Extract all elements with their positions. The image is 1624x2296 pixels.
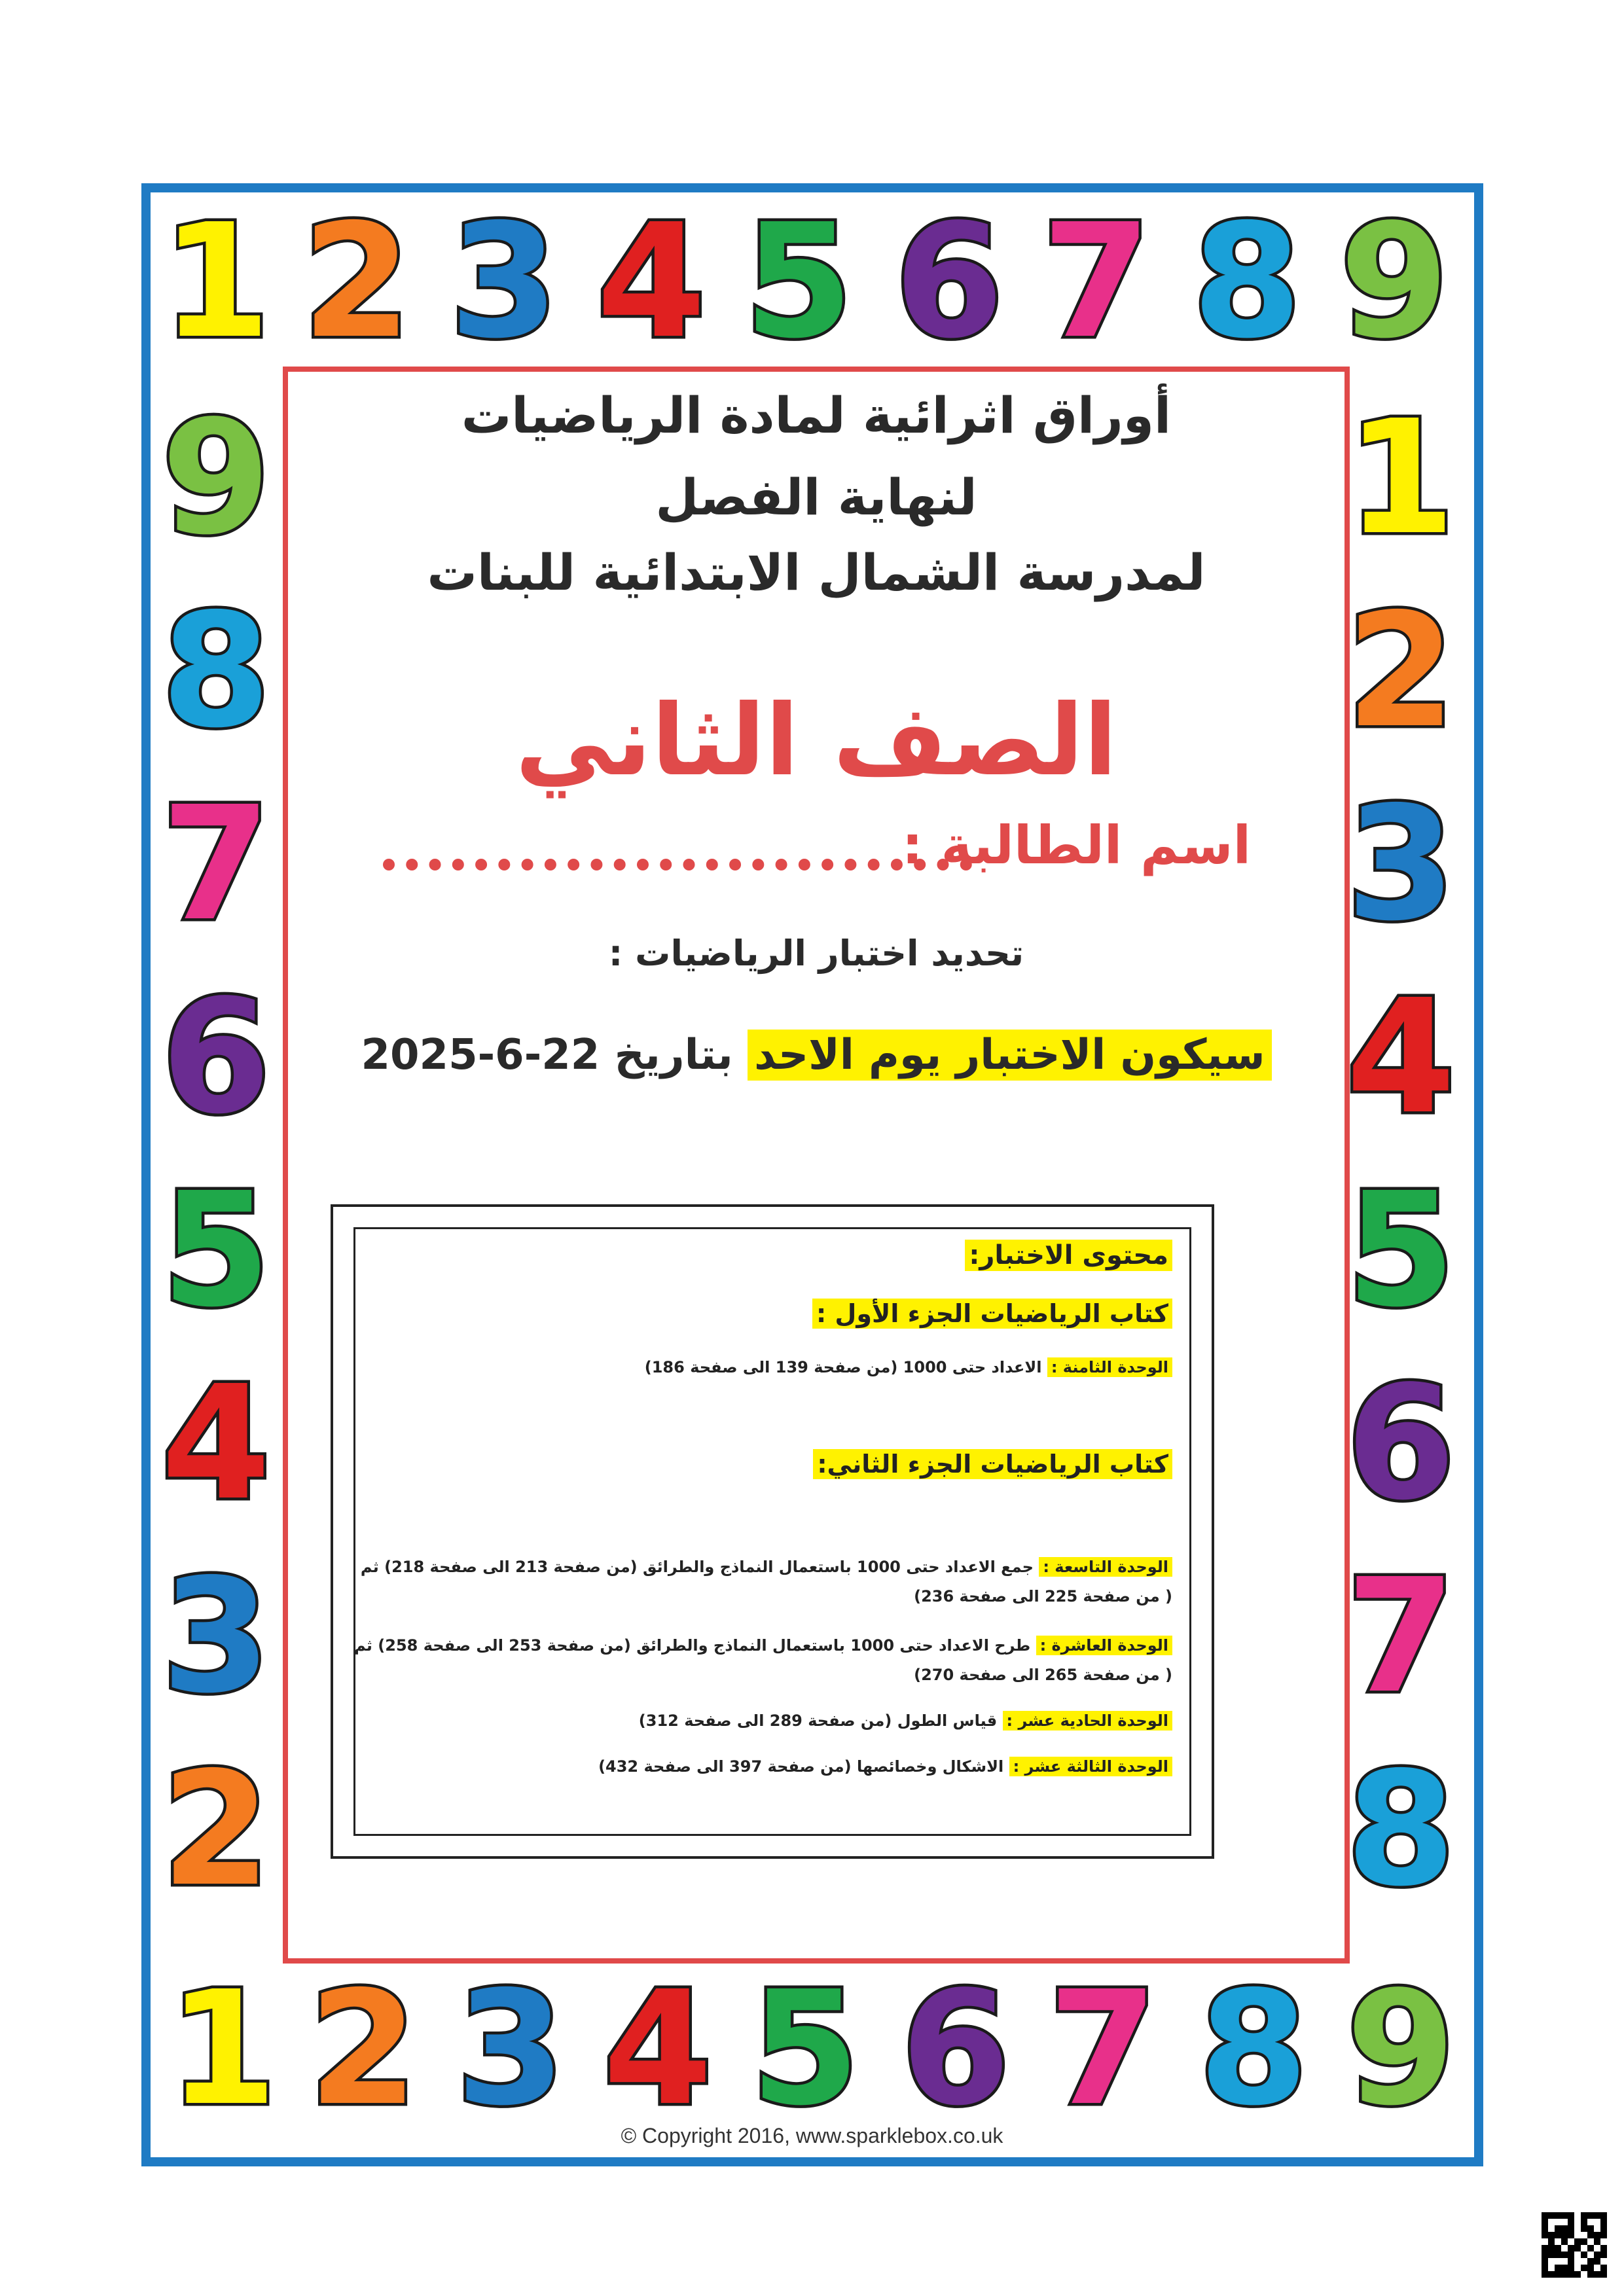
book2-row — [639, 1712, 1172, 1730]
border-digit: 4 — [161, 1352, 271, 1535]
border-digit: 6 — [894, 190, 1004, 373]
student-name-label: اسم الطالبة : — [901, 815, 1251, 876]
book2-title-text: كتاب الرياضيات الجزء الثاني: — [813, 1449, 1172, 1479]
exam-date-line — [283, 1031, 1350, 1079]
unit-label: الوحدة العاشرة : — [1036, 1636, 1172, 1655]
book1-title — [812, 1299, 1172, 1328]
unit-text: قياس الطول (من صفحة 289 الى صفحة 312) — [638, 1712, 998, 1730]
border-digit: 6 — [161, 965, 271, 1149]
content-title — [965, 1240, 1172, 1270]
border-digit: 5 — [161, 1158, 271, 1342]
unit-text: الاعداد حتى 1000 (من صفحة 139 الى صفحة 186) — [644, 1358, 1042, 1376]
exam-date: بتاريخ 22-6-2025 — [361, 1031, 733, 1079]
student-name-field[interactable] — [383, 805, 972, 870]
book1-row — [645, 1358, 1172, 1376]
book2-title — [813, 1450, 1172, 1479]
book2-row — [598, 1757, 1172, 1776]
unit-text: جمع الاعداد حتى 1000 باستعمال النماذج والطرائق (من صفحة 213 الى صفحة 218) ثم — [360, 1558, 1034, 1576]
unit-text: الاشكال وخصائصها (من صفحة 397 الى صفحة 432) — [598, 1757, 1004, 1776]
border-digit: 9 — [1339, 190, 1449, 373]
unit-label: الوحدة الحادية عشر : — [1003, 1711, 1172, 1731]
border-digit: 8 — [1346, 1738, 1456, 1921]
border-digit: 7 — [1041, 190, 1151, 373]
border-digit: 5 — [744, 190, 854, 373]
grade-title: الصف الثاني — [515, 684, 1117, 798]
border-digit: 8 — [1192, 190, 1302, 373]
border-digit: 7 — [1346, 1545, 1456, 1728]
border-digit: 7 — [161, 772, 271, 956]
border-digit: 8 — [1199, 1957, 1308, 2140]
unit-label: الوحدة الثالثة عشر : — [1009, 1757, 1172, 1776]
border-digit: 4 — [603, 1957, 713, 2140]
border-digit: 4 — [596, 190, 706, 373]
border-digit: 1 — [1346, 386, 1456, 569]
border-digit: 1 — [161, 190, 271, 373]
border-digit: 3 — [449, 190, 559, 373]
border-digit: 7 — [1048, 1957, 1158, 2140]
exam-day-highlight: سيكون الاختبار يوم الاحد — [748, 1030, 1271, 1081]
border-digit: 1 — [168, 1957, 278, 2140]
border-digit: 6 — [1346, 1352, 1456, 1535]
book2-row — [354, 1636, 1172, 1655]
border-digit: 3 — [161, 1545, 271, 1728]
border-digit: 2 — [1346, 579, 1456, 762]
unit-text: طرح الاعداد حتى 1000 باستعمال النماذج والطرائق (من صفحة 253 الى صفحة 258) ثم — [354, 1636, 1031, 1655]
content-title-text: محتوى الاختبار: — [965, 1240, 1172, 1271]
border-digit: 3 — [456, 1957, 566, 2140]
border-digit: 2 — [308, 1957, 418, 2140]
copyright-text: © Copyright 2016, www.sparklebox.co.uk — [621, 2124, 1003, 2147]
border-digit: 3 — [1346, 772, 1456, 956]
border-digit: 8 — [161, 579, 271, 762]
border-digit: 6 — [901, 1957, 1011, 2140]
border-digit: 5 — [1346, 1158, 1456, 1342]
border-digit: 2 — [302, 190, 412, 373]
unit-label: الوحدة الثامنة : — [1047, 1357, 1172, 1377]
qr-code-icon — [1542, 2212, 1607, 2278]
border-digit: 2 — [161, 1738, 271, 1921]
spec-title: تحديد اختبار الرياضيات : — [608, 933, 1024, 974]
border-digit: 4 — [1346, 965, 1456, 1149]
border-digit: 9 — [161, 386, 271, 569]
header-line-3: لمدرسة الشمال الابتدائية للبنات — [427, 543, 1206, 601]
book2-row — [361, 1558, 1172, 1576]
book2-row-cont: ( من صفحة 265 الى صفحة 270) — [914, 1666, 1172, 1684]
book2-row-cont: ( من صفحة 225 الى صفحة 236) — [914, 1587, 1172, 1605]
border-digit: 9 — [1346, 1957, 1456, 2140]
unit-label: الوحدة التاسعة : — [1039, 1557, 1172, 1577]
border-digit: 5 — [750, 1957, 860, 2140]
header-line-1: أوراق اثرائية لمادة الرياضيات — [461, 386, 1172, 444]
header-line-2: لنهاية الفصل — [655, 468, 977, 526]
book1-title-text: كتاب الرياضيات الجزء الأول : — [812, 1299, 1172, 1329]
